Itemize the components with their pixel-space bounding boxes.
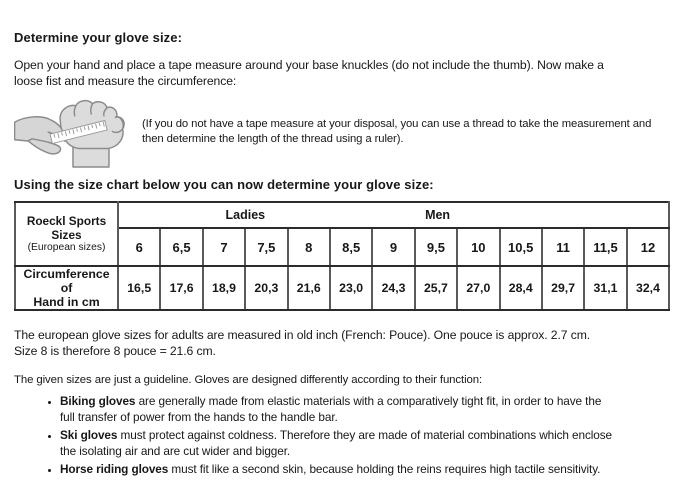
list-item-biking-gloves [60,394,616,425]
circumference-cell: 32,4 [627,266,670,310]
circumference-cell: 25,7 [415,266,457,310]
measure-instructions-paragraph: Open your hand and place a tape measure around your base knuckles (do not include the thumb). Now make a loose fist and measure the circumference: [14,58,604,88]
group-header-men: Men [425,208,451,222]
circumference-cell: 31,1 [584,266,626,310]
table-corner-label [15,202,118,266]
corner-line-3: (European sizes) [27,242,106,253]
illustration-row [14,95,668,169]
horse-riding-gloves-text: must fit like a second skin, because holding the reins requires high tactile sensitivity. [168,462,601,476]
size-cell: 11,5 [584,228,626,266]
circumference-cell: 17,6 [160,266,202,310]
size-cell: 8,5 [330,228,372,266]
circumference-cell: 29,7 [542,266,584,310]
list-item-ski-gloves [60,428,616,459]
size-cell: 11 [542,228,584,266]
size-cell: 10,5 [500,228,542,266]
heading-size-chart: Using the size chart below you can now determine your glove size: [14,177,434,192]
gender-group-header [118,202,669,228]
circumference-cell: 20,3 [245,266,287,310]
heading-determine-glove-size: Determine your glove size: [14,30,183,45]
circumference-label-line-2: Hand in cm [33,295,100,309]
corner-line-1: Roeckl Sports [26,214,107,228]
size-cell: 7,5 [245,228,287,266]
group-header-ladies: Ladies [225,208,266,222]
size-cell: 6 [118,228,160,266]
circumference-label-line-1: Circumference of [23,267,110,295]
size-cell: 8 [288,228,330,266]
ski-gloves-lead: Ski gloves [60,428,118,442]
size-cell: 7 [203,228,245,266]
pouce-explanation-paragraph [14,327,676,359]
list-item-horse-riding-gloves [60,462,616,478]
circumference-row-label [15,266,118,310]
glove-types-list [14,394,616,478]
guideline-paragraph: The given sizes are just a guideline. Gloves are designed differently according to their function: [14,374,483,386]
biking-gloves-lead: Biking gloves [60,394,136,408]
pouce-explanation-line-2: Size 8 is therefore 8 pouce = 21.6 cm. [14,344,216,358]
table-group-row [15,202,669,228]
circumference-cell: 24,3 [372,266,414,310]
horse-riding-gloves-lead: Horse riding gloves [60,462,169,476]
corner-line-2: Sizes [51,228,82,242]
thread-alternative-note: (If you do not have a tape measure at your disposal, you can use a thread to take the measurement and then determine the length of the thread using a ruler). [142,118,652,145]
glove-size-table [14,201,670,311]
circumference-cell: 23,0 [330,266,372,310]
size-cell: 10 [457,228,499,266]
biking-gloves-text: are generally made from elastic materials with a comparatively tight fit, in order to have the full transfer of power from the hands to the handle bar. [60,394,602,424]
circumference-cell: 21,6 [288,266,330,310]
size-cell: 12 [627,228,670,266]
circumference-cell: 18,9 [203,266,245,310]
circumference-cell: 16,5 [118,266,160,310]
size-cell: 9,5 [415,228,457,266]
hand-tape-measure-illustration [14,96,130,168]
size-cell: 6,5 [160,228,202,266]
circumference-cell: 27,0 [457,266,499,310]
pouce-explanation-line-1: The european glove sizes for adults are measured in old inch (French: Pouce). One pouce is approx. 2.7 cm. [14,328,591,342]
circumference-cell: 28,4 [500,266,542,310]
size-cell: 9 [372,228,414,266]
ski-gloves-text: must protect against coldness. Therefore they are made of material combinations which enclose the isolating air and are cut wider and bigger. [60,428,612,458]
table-circumference-row [15,266,669,310]
